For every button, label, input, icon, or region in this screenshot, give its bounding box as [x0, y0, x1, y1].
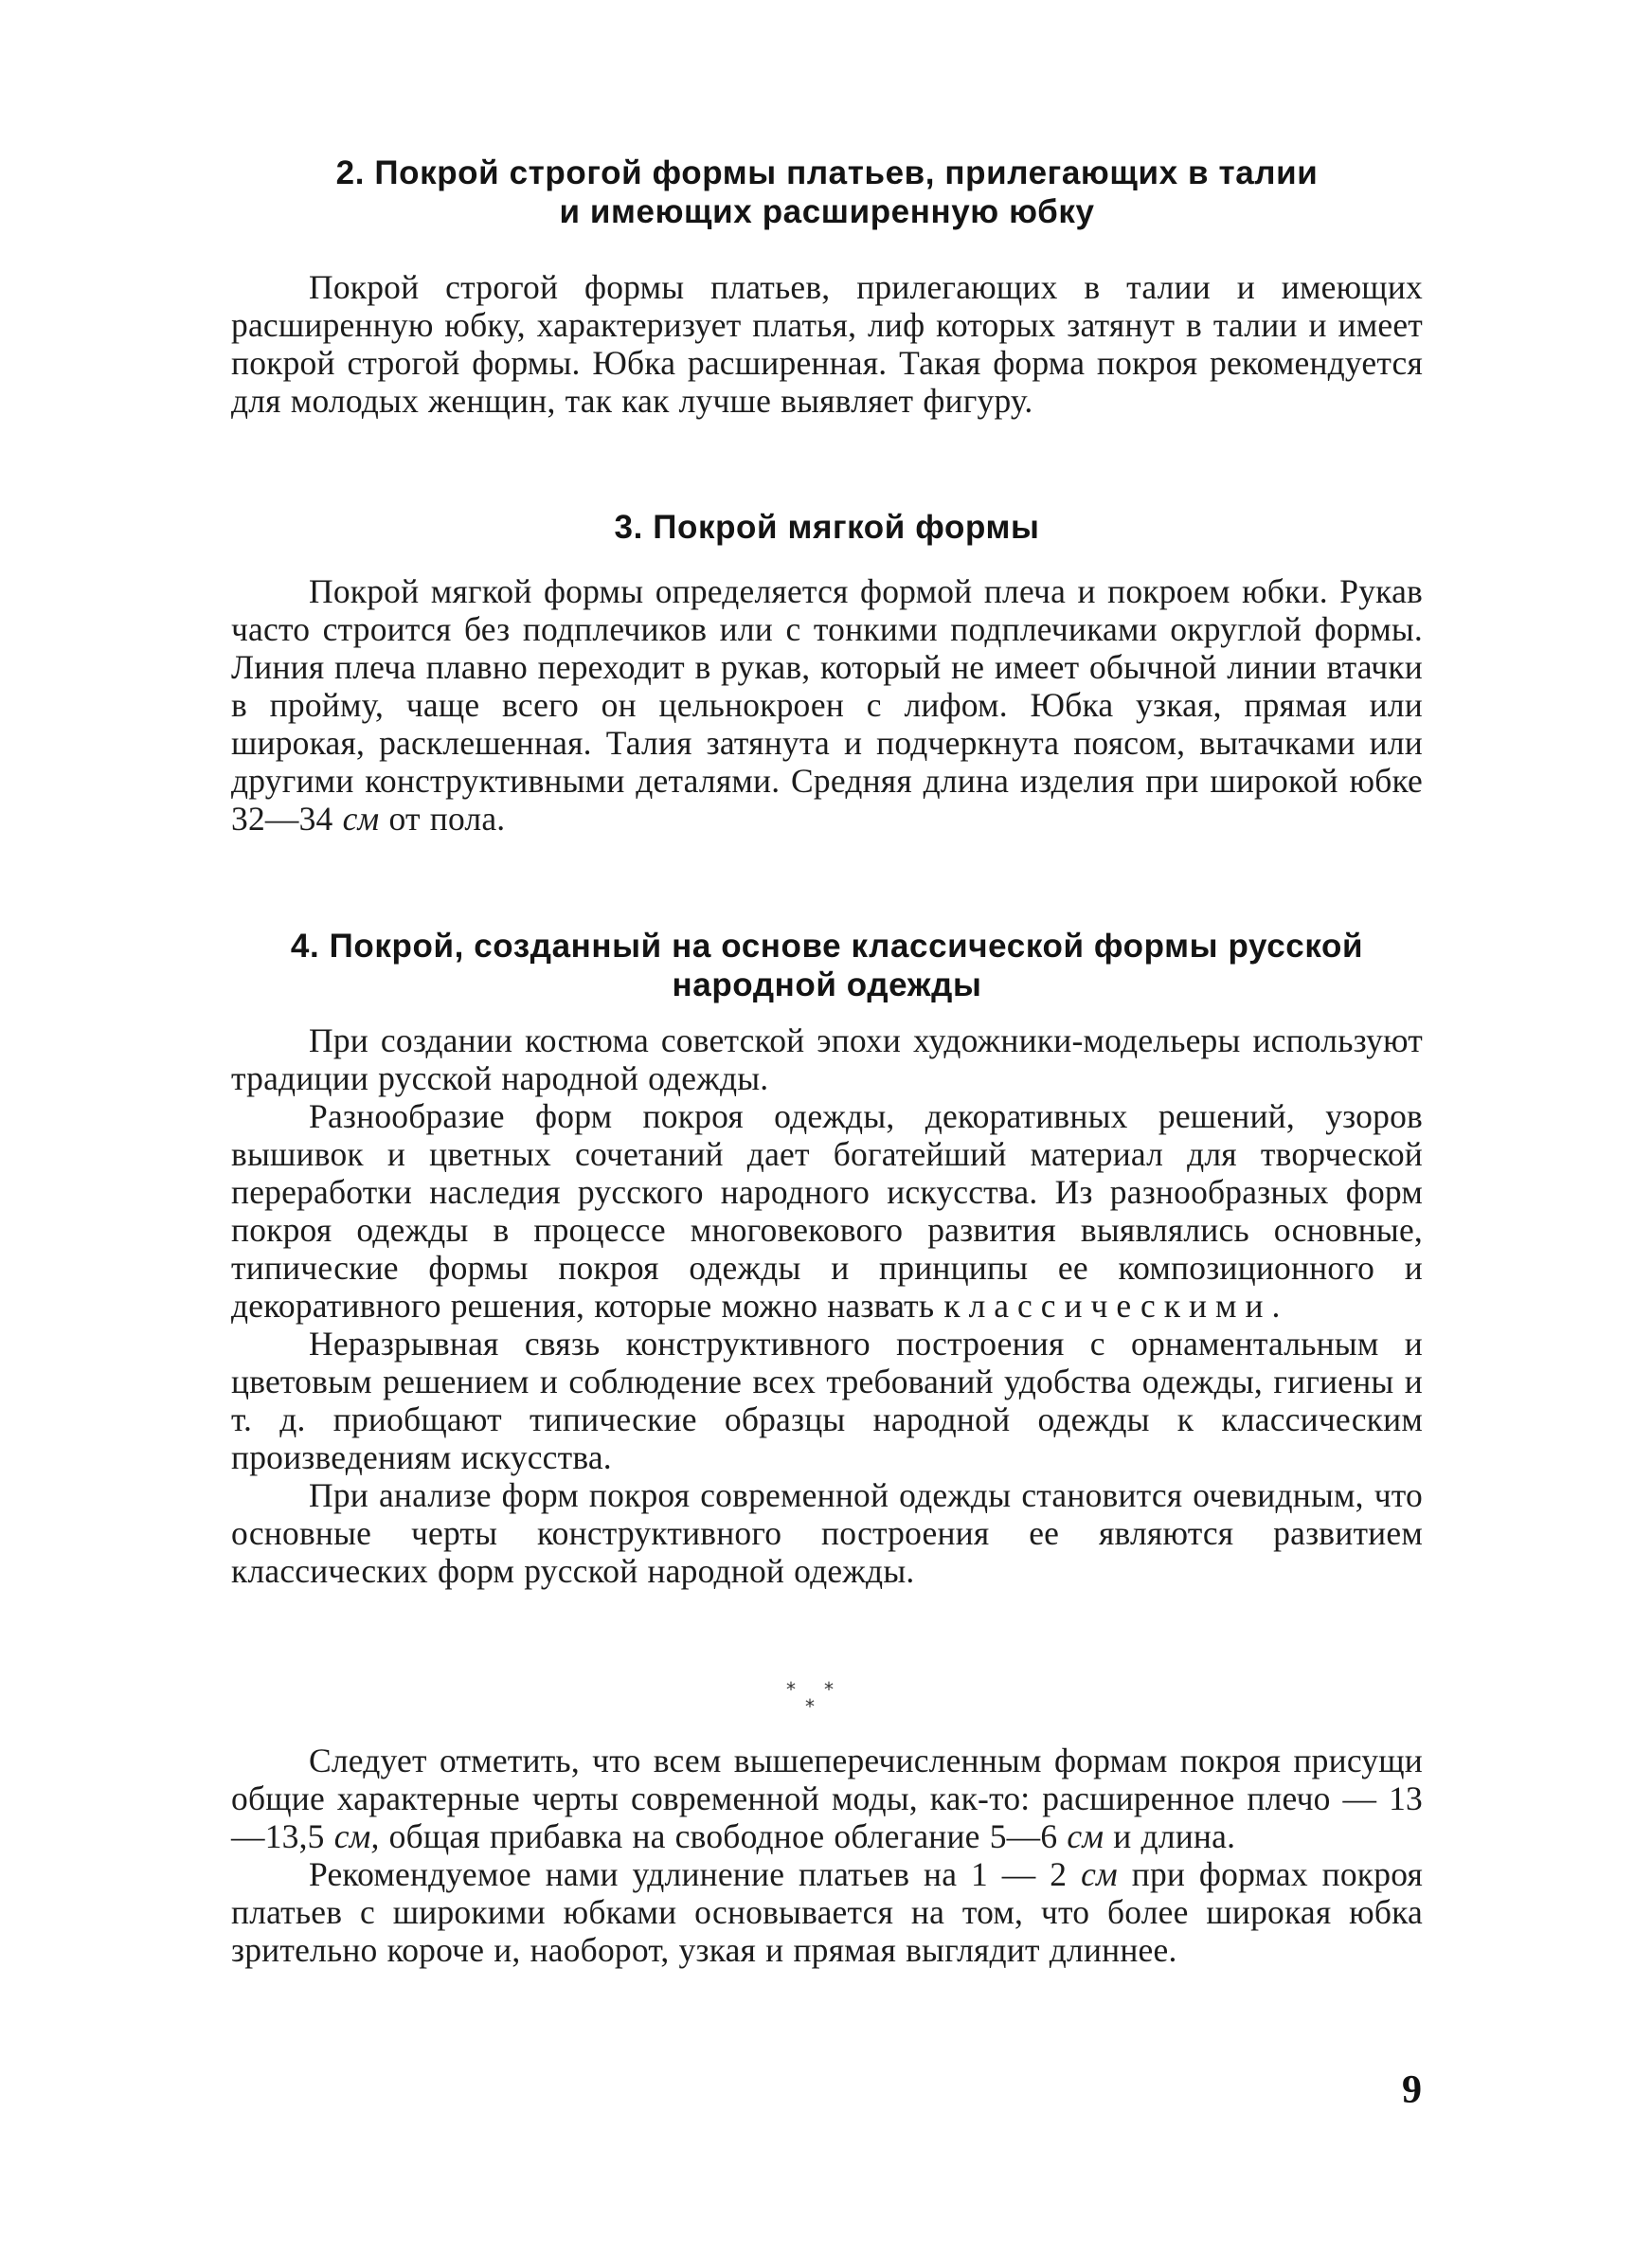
section-3-title: 3. Покрой мягкой формы	[614, 509, 1040, 546]
section-4-paragraph-2-text: Разнообразие форм покроя одежды, декоративных решений, узоров вышивок и цветных сочетаний дает богатейший материал для творческой переработки наследия русского народного искусства. Из разнообразных форм покроя одежды в процессе многовекового развития выявлялись основные, типические формы покроя одежды и принципы ее композиционного и декоративного решения, которые можно назвать	[231, 1097, 1423, 1325]
divider-star: *	[805, 1695, 815, 1718]
section-4-paragraph-3: Неразрывная связь конструктивного построения с орнаментальным и цветовым решением и соблюдение всех требований удобства одежды, гигиены и т. д. приобщают типические образцы народной одежды к классическим произведениям искусства.	[231, 1325, 1423, 1476]
section-4-paragraph-4: При анализе форм покроя современной одежды становится очевидным, что основные черты конструктивного построения ее являются развитием классических форм русской народной одежды.	[231, 1476, 1423, 1590]
section-4-title-line-2: народной одежды	[672, 966, 982, 1003]
section-4-paragraph-1: При создании костюма советской эпохи художники-модельеры используют традиции русской народной одежды.	[231, 1021, 1423, 1097]
section-3-paragraph-text: Покрой мягкой формы определяется формой плеча и покроем юбки. Рукав часто строится без подплечиков или с тонкими подплечиками округлой формы. Линия плеча плавно переходит в рукав, который не имеет обычной линии втачки в пройму, чаще всего он цельнокроен с лифом. Юбка узкая, прямая или широкая, расклешенная. Талия затянута и подчеркнута поясом, вытачками или другими конструктивными деталями. Средняя длина изделия при широкой юбке 32—34	[231, 572, 1423, 838]
final-paragraph-2-start: Рекомендуемое нами удлинение платьев на 1 — 2	[309, 1855, 1068, 1893]
section-3-heading	[231, 508, 1423, 547]
divider-star: *	[786, 1678, 796, 1701]
section-2-title-line-2: и имеющих расширенную юбку	[559, 193, 1095, 230]
final-paragraph-1-end: и длина.	[1113, 1817, 1236, 1855]
section-3-paragraph-end: от пола.	[388, 800, 506, 838]
section-4-title-line-1: 4. Покрой, созданный на основе классической формы русской	[290, 928, 1364, 965]
section-2-body	[231, 268, 1423, 420]
final-paragraph-2-end: при формах покроя платьев с широкими юбками основывается на том, что более широкая юбка зрительно короче и, наоборот, узкая и прямая выглядит длиннее.	[231, 1855, 1424, 1969]
section-4-body	[231, 1021, 1423, 1590]
page-number: 9	[1402, 2068, 1422, 2112]
section-3-paragraph	[231, 572, 1423, 838]
final-body	[231, 1742, 1423, 1969]
unit-cm: см	[1081, 1855, 1118, 1893]
section-2-heading	[231, 153, 1423, 231]
asterism-divider	[786, 1678, 881, 1716]
final-paragraph-2	[231, 1855, 1423, 1969]
final-paragraph-1-mid: общая прибавка на свободное облегание 5—6	[388, 1817, 1058, 1855]
final-paragraph-1	[231, 1742, 1423, 1855]
section-2-title-line-1: 2. Покрой строгой формы платьев, прилегающих в талии	[335, 154, 1319, 191]
unit-cm: см	[342, 800, 380, 838]
divider-star: *	[824, 1678, 834, 1701]
unit-cm: см,	[333, 1817, 380, 1855]
section-4-paragraph-2	[231, 1097, 1423, 1325]
section-2-paragraph: Покрой строгой формы платьев, прилегающих в талии и имеющих расширенную юбку, характеризует платья, лиф которых затянут в талии и имеет покрой строгой формы. Юбка расширенная. Такая форма покроя рекомендуется для молодых женщин, так как лучше выявляет фигуру.	[231, 268, 1423, 420]
section-3-body	[231, 572, 1423, 838]
section-4-heading	[231, 927, 1423, 1004]
unit-cm: см	[1067, 1817, 1104, 1855]
final-paragraph-1-start: Следует отметить, что всем вышеперечисленным формам покроя присущи общие характерные черты современной моды, как-то: расширенное плечо — 13—13,5	[231, 1742, 1423, 1855]
spaced-word-classical: классическими.	[943, 1287, 1289, 1325]
